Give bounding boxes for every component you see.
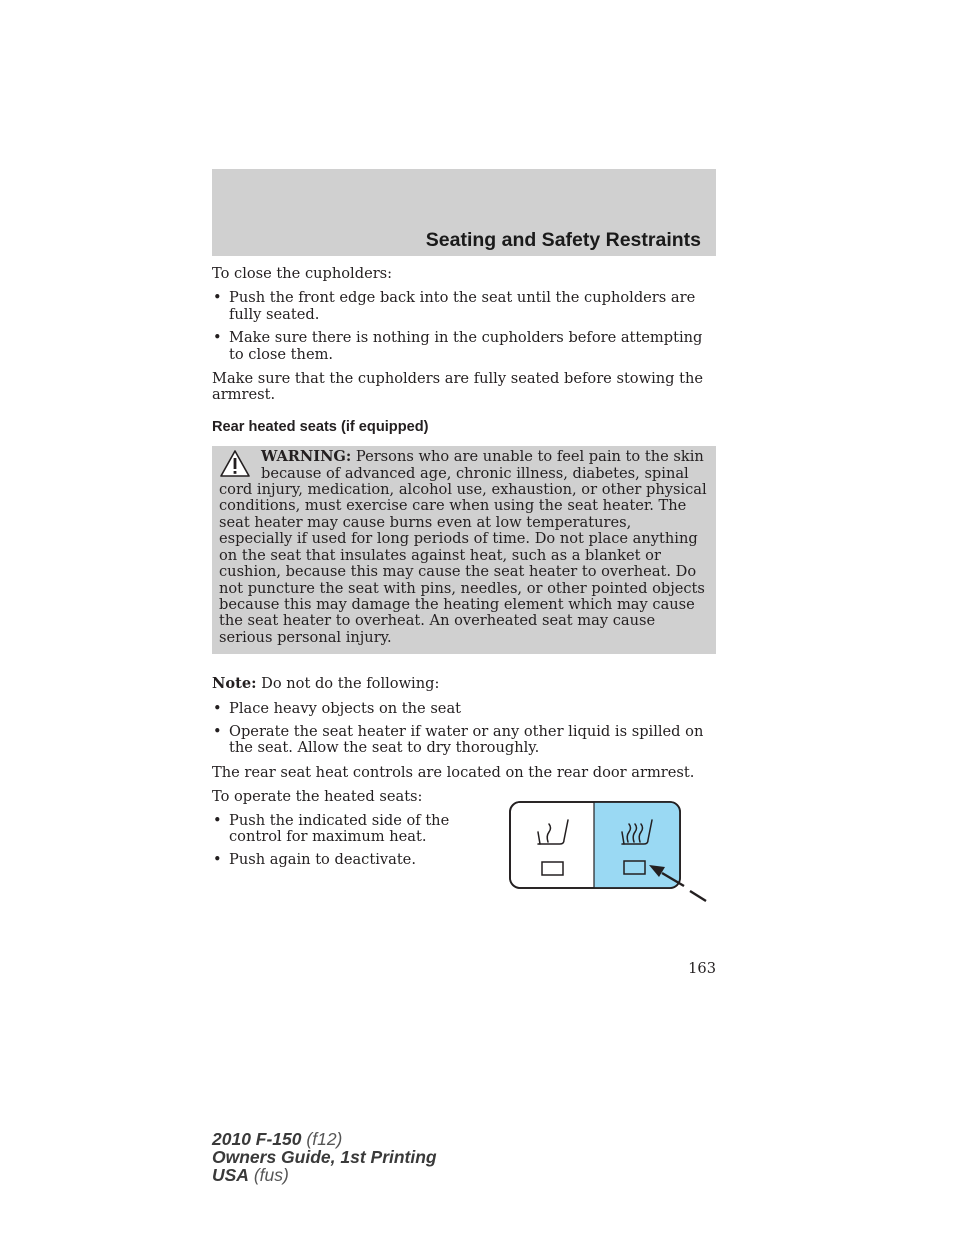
page-content [212,266,716,869]
operate-intro: To operate the heated seats: [212,788,423,806]
high-indicator-light [624,861,645,874]
note-paragraph [212,676,716,692]
cupholders-closing: Make sure that the cupholders are fully seated before stowing the armrest. [212,370,704,404]
controls-location: The rear seat heat controls are located on the rear door armrest. [212,763,695,781]
cupholders-bullets [212,290,716,363]
low-indicator-light [542,862,563,875]
footer-line-3 [212,1166,437,1184]
seat-heater-switch-figure [504,796,714,906]
list-item: • Push the indicated side of the control for maximum heat. [212,813,452,846]
list-item: • Push again to deactivate. [212,852,452,868]
warning-triangle-icon [219,449,251,479]
cupholders-intro: To close the cupholders: [212,265,393,282]
note-label: Note: [212,675,257,693]
list-item: • Push the front edge back into the seat until the cupholders are fully seated. [212,290,716,323]
page-number: 163 [688,960,716,977]
note-bullets [212,701,716,757]
warning-label: WARNING: [261,448,352,466]
section-title: Seating and Safety Restraints [425,229,701,251]
operate-bullets [212,813,452,869]
footer-model: 2010 F-150 [212,1129,302,1149]
footer-market-code: (fus) [253,1165,289,1185]
footer-line-1 [212,1130,437,1148]
warning-text: Persons who are unable to feel pain to the skin because of advanced age, chronic illness, diabetes, spinal cord injury, medication, alcohol use, exhaustion, or other physical conditions, must exercise care when using the seat heater. The seat heater may cause burns even at low temperatures, especially if used for long periods of time. Do not place anything on the seat that insulates against heat, such as a blanket or cushion, because this may cause the seat heater to overheat. Do not puncture the seat with pins, needles, or other pointed objects because this may damage the heating element which may cause the seat heater to overheat. An overheated seat may cause serious personal injury. [219,448,707,646]
rear-heated-seats-heading: Rear heated seats (if equipped) [212,418,429,435]
list-item: • Make sure there is nothing in the cupholders before attempting to close them. [212,330,716,363]
footer-guide: Owners Guide, 1st Printing [212,1147,437,1167]
list-item: • Operate the seat heater if water or any other liquid is spilled on the seat. Allow the seat to dry thoroughly. [212,724,716,757]
footer-model-code: (f12) [306,1129,343,1149]
warning-box [212,446,716,654]
note-text: Do not do the following: [261,675,440,693]
footer [212,1130,437,1184]
list-item: • Place heavy objects on the seat [212,701,716,717]
section-header-band [212,169,716,256]
footer-market: USA [212,1165,249,1185]
